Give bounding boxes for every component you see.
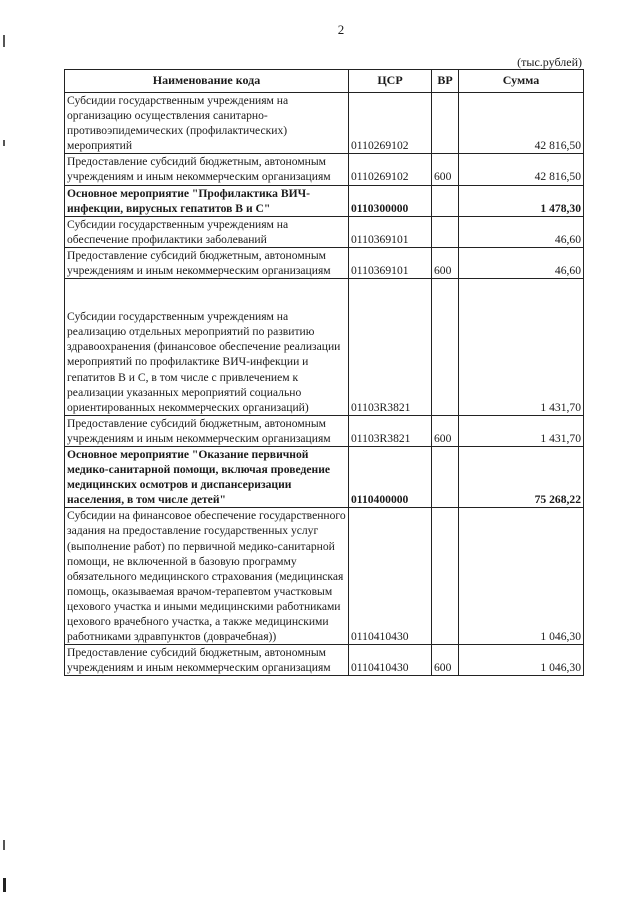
row-vr: 600 [432,415,459,446]
row-vr: 600 [432,154,459,185]
row-csr: 0110300000 [349,185,432,216]
row-csr: 0110410430 [349,645,432,676]
table-row [65,93,584,154]
row-csr: 0110369101 [349,216,432,247]
row-vr [432,279,459,416]
row-sum: 46,60 [459,247,584,278]
row-csr: 0110269102 [349,154,432,185]
page-number: 2 [337,22,345,37]
table-row [65,279,584,416]
table-row [65,645,584,676]
table-row [65,216,584,247]
header-vr: ВР [432,70,459,93]
table-row [65,154,584,185]
scan-mark [3,140,5,146]
row-sum: 1 431,70 [459,415,584,446]
row-name: Субсидии государственным учреждениям на реализацию отдельных мероприятий по развитию здравоохранения (финансовое обеспечение реализации мероприятий по профилактике ВИЧ-инфекции и гепатитов В и С, в том числе с привлечением к реализации указанных мероприятий социально ориентированных некоммерческих организаций) [65,279,349,416]
row-vr [432,185,459,216]
scan-mark [3,840,5,850]
header-csr: ЦСР [349,70,432,93]
table-row [65,415,584,446]
row-vr [432,216,459,247]
row-csr: 0110400000 [349,446,432,507]
row-vr: 600 [432,645,459,676]
table-row [65,185,584,216]
scan-mark [3,35,5,47]
table-row [65,446,584,507]
row-csr: 0110369101 [349,247,432,278]
row-sum: 1 478,30 [459,185,584,216]
row-sum: 42 816,50 [459,93,584,154]
table-row [65,247,584,278]
table-row [65,508,584,645]
row-sum: 46,60 [459,216,584,247]
row-name: Основное мероприятие "Профилактика ВИЧ-инфекции, вирусных гепатитов В и С" [65,185,349,216]
row-name: Субсидии на финансовое обеспечение государственного задания на предоставление государственных услуг (выполнение работ) по первичной медико-санитарной помощи, не включенной в базовую программу обязательного медицинского страхования (медицинская помощь, оказываемая врачом-терапевтом участковым цехового участка и иными медицинскими работниками цехового врачебного участка, а также медицинскими работниками здравпунктов (доврачебная)) [65,508,349,645]
row-name: Предоставление субсидий бюджетным, автономным учреждениям и иным некоммерческим организациям [65,247,349,278]
row-csr: 01103R3821 [349,279,432,416]
row-vr: 600 [432,247,459,278]
row-name: Предоставление субсидий бюджетным, автономным учреждениям и иным некоммерческим организациям [65,154,349,185]
scan-mark [3,878,6,892]
row-sum: 1 046,30 [459,508,584,645]
row-vr [432,93,459,154]
row-sum: 75 268,22 [459,446,584,507]
row-name: Субсидии государственным учреждениям на организацию осуществления санитарно-противоэпидемических (профилактических) мероприятий [65,93,349,154]
header-name: Наименование кода [65,70,349,93]
row-name: Предоставление субсидий бюджетным, автономным учреждениям и иным некоммерческим организациям [65,415,349,446]
row-sum: 1 046,30 [459,645,584,676]
budget-table [64,69,584,676]
row-sum: 42 816,50 [459,154,584,185]
row-name: Предоставление субсидий бюджетным, автономным учреждениям и иным некоммерческим организациям [65,645,349,676]
row-name: Основное мероприятие "Оказание первичной медико-санитарной помощи, включая проведение медицинских осмотров и диспансеризации населения, в том числе детей" [65,446,349,507]
header-sum: Сумма [459,70,584,93]
units-label: (тыс.рублей) [517,55,582,69]
row-csr: 0110410430 [349,508,432,645]
row-csr: 01103R3821 [349,415,432,446]
row-sum: 1 431,70 [459,279,584,416]
row-vr [432,446,459,507]
row-csr: 0110269102 [349,93,432,154]
row-vr [432,508,459,645]
table-header-row [65,70,584,93]
row-name: Субсидии государственным учреждениям на обеспечение профилактики заболеваний [65,216,349,247]
